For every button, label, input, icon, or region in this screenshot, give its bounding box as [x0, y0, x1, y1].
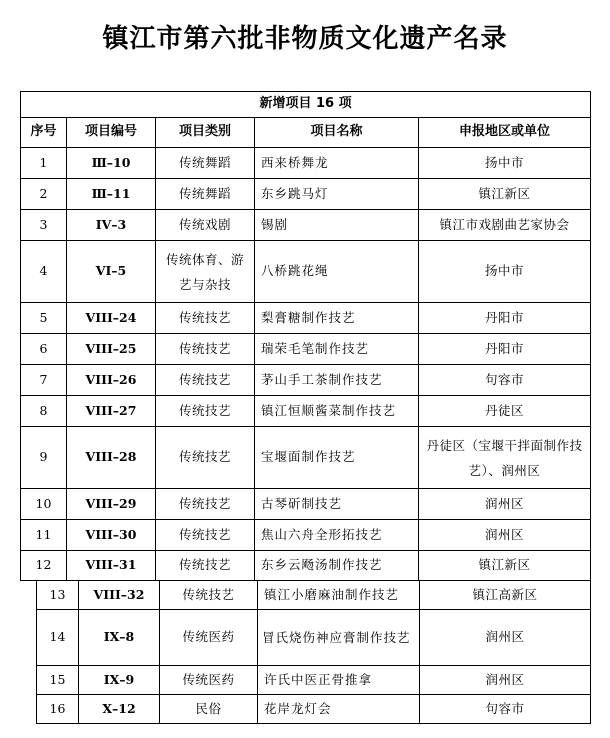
header-region: 申报地区或单位: [419, 118, 591, 148]
header-code: 项目编号: [67, 118, 156, 148]
row-region: 镇江新区: [419, 179, 591, 210]
row-seq: 4: [21, 241, 67, 303]
row-seq: 9: [21, 427, 67, 489]
table-row: [21, 241, 591, 303]
table-header-row: [21, 118, 591, 148]
row-region: 扬中市: [419, 241, 591, 303]
heritage-table: [20, 91, 591, 581]
table-row: [37, 610, 591, 666]
row-name: 东乡云飏汤制作技艺: [255, 551, 419, 581]
row-code: IX–8: [79, 610, 160, 666]
table-row: [21, 148, 591, 179]
row-seq: 16: [37, 695, 79, 724]
page-title: 镇江市第六批非物质文化遗产名录: [102, 24, 508, 54]
row-category: 传统医药: [160, 666, 258, 695]
table-row: [21, 551, 591, 581]
row-name: 镇江小磨麻油制作技艺: [258, 581, 420, 610]
row-code: VIII–30: [67, 520, 156, 551]
row-code: VIII–27: [67, 396, 156, 427]
table-row: [21, 179, 591, 210]
row-category: 传统技艺: [156, 396, 255, 427]
table-row: [21, 303, 591, 334]
header-name: 项目名称: [255, 118, 419, 148]
table-row: [21, 396, 591, 427]
row-category: 传统技艺: [160, 581, 258, 610]
row-seq: 6: [21, 334, 67, 365]
row-name: 茅山手工茶制作技艺: [255, 365, 419, 396]
row-region: 润州区: [420, 666, 591, 695]
row-category: 传统技艺: [156, 551, 255, 581]
row-category: 传统舞蹈: [156, 148, 255, 179]
row-category: 传统技艺: [156, 489, 255, 520]
row-code: IX–9: [79, 666, 160, 695]
row-region: 润州区: [420, 610, 591, 666]
table-row: [37, 581, 591, 610]
heritage-table-continued: [36, 580, 591, 724]
row-code: IV–3: [67, 210, 156, 241]
table-subtitle-row: [21, 92, 591, 118]
row-seq: 12: [21, 551, 67, 581]
row-region: 丹徒区（宝堰干拌面制作技艺）、润州区: [419, 427, 591, 489]
row-name: 宝堰面制作技艺: [255, 427, 419, 489]
row-seq: 13: [37, 581, 79, 610]
row-seq: 15: [37, 666, 79, 695]
row-seq: 2: [21, 179, 67, 210]
row-name: 梨膏糖制作技艺: [255, 303, 419, 334]
row-region: 润州区: [419, 520, 591, 551]
row-name: 许氏中医正骨推拿: [258, 666, 420, 695]
row-name: 镇江恒顺酱菜制作技艺: [255, 396, 419, 427]
row-code: VIII–28: [67, 427, 156, 489]
row-code: Ⅲ–11: [67, 179, 156, 210]
row-region: 丹徒区: [419, 396, 591, 427]
table-row: [21, 520, 591, 551]
row-category: 传统医药: [160, 610, 258, 666]
row-seq: 8: [21, 396, 67, 427]
row-category: 传统戏剧: [156, 210, 255, 241]
row-region: 句容市: [419, 365, 591, 396]
row-seq: 1: [21, 148, 67, 179]
row-category: 传统技艺: [156, 334, 255, 365]
header-category: 项目类别: [156, 118, 255, 148]
row-name: 冒氏烧伤神应膏制作技艺: [258, 610, 420, 666]
header-seq: 序号: [21, 118, 67, 148]
row-code: VIII–25: [67, 334, 156, 365]
row-category: 传统技艺: [156, 427, 255, 489]
row-code: VIII–31: [67, 551, 156, 581]
row-seq: 7: [21, 365, 67, 396]
row-name: 焦山六舟全形拓技艺: [255, 520, 419, 551]
table-row: [21, 365, 591, 396]
row-region: 扬中市: [419, 148, 591, 179]
row-region: 镇江新区: [419, 551, 591, 581]
row-code: VIII–32: [79, 581, 160, 610]
row-category: 传统技艺: [156, 365, 255, 396]
row-code: VI–5: [67, 241, 156, 303]
table-row: [21, 489, 591, 520]
row-name: 古琴斫制技艺: [255, 489, 419, 520]
table-row: [21, 210, 591, 241]
table-row: [37, 666, 591, 695]
row-name: 花岸龙灯会: [258, 695, 420, 724]
table-subtitle: 新增项目 16 项: [21, 92, 591, 118]
row-seq: 11: [21, 520, 67, 551]
row-code: VIII–26: [67, 365, 156, 396]
row-region: 丹阳市: [419, 303, 591, 334]
row-category: 传统技艺: [156, 520, 255, 551]
row-name: 锡剧: [255, 210, 419, 241]
row-region: 句容市: [420, 695, 591, 724]
row-code: VIII–29: [67, 489, 156, 520]
table-row: [21, 334, 591, 365]
row-category: 传统技艺: [156, 303, 255, 334]
table-row: [37, 695, 591, 724]
row-region: 润州区: [419, 489, 591, 520]
row-name: 瑞荣毛笔制作技艺: [255, 334, 419, 365]
row-region: 丹阳市: [419, 334, 591, 365]
row-name: 西来桥舞龙: [255, 148, 419, 179]
row-name: 东乡跳马灯: [255, 179, 419, 210]
table-row: [21, 427, 591, 489]
row-region: 镇江市戏剧曲艺家协会: [419, 210, 591, 241]
row-name: 八桥跳花绳: [255, 241, 419, 303]
row-code: VIII–24: [67, 303, 156, 334]
row-seq: 5: [21, 303, 67, 334]
row-category: 民俗: [160, 695, 258, 724]
row-category: 传统舞蹈: [156, 179, 255, 210]
row-region: 镇江高新区: [420, 581, 591, 610]
row-seq: 10: [21, 489, 67, 520]
row-seq: 14: [37, 610, 79, 666]
row-category: 传统体育、游艺与杂技: [156, 241, 255, 303]
row-code: Ⅲ–10: [67, 148, 156, 179]
row-seq: 3: [21, 210, 67, 241]
row-code: X–12: [79, 695, 160, 724]
